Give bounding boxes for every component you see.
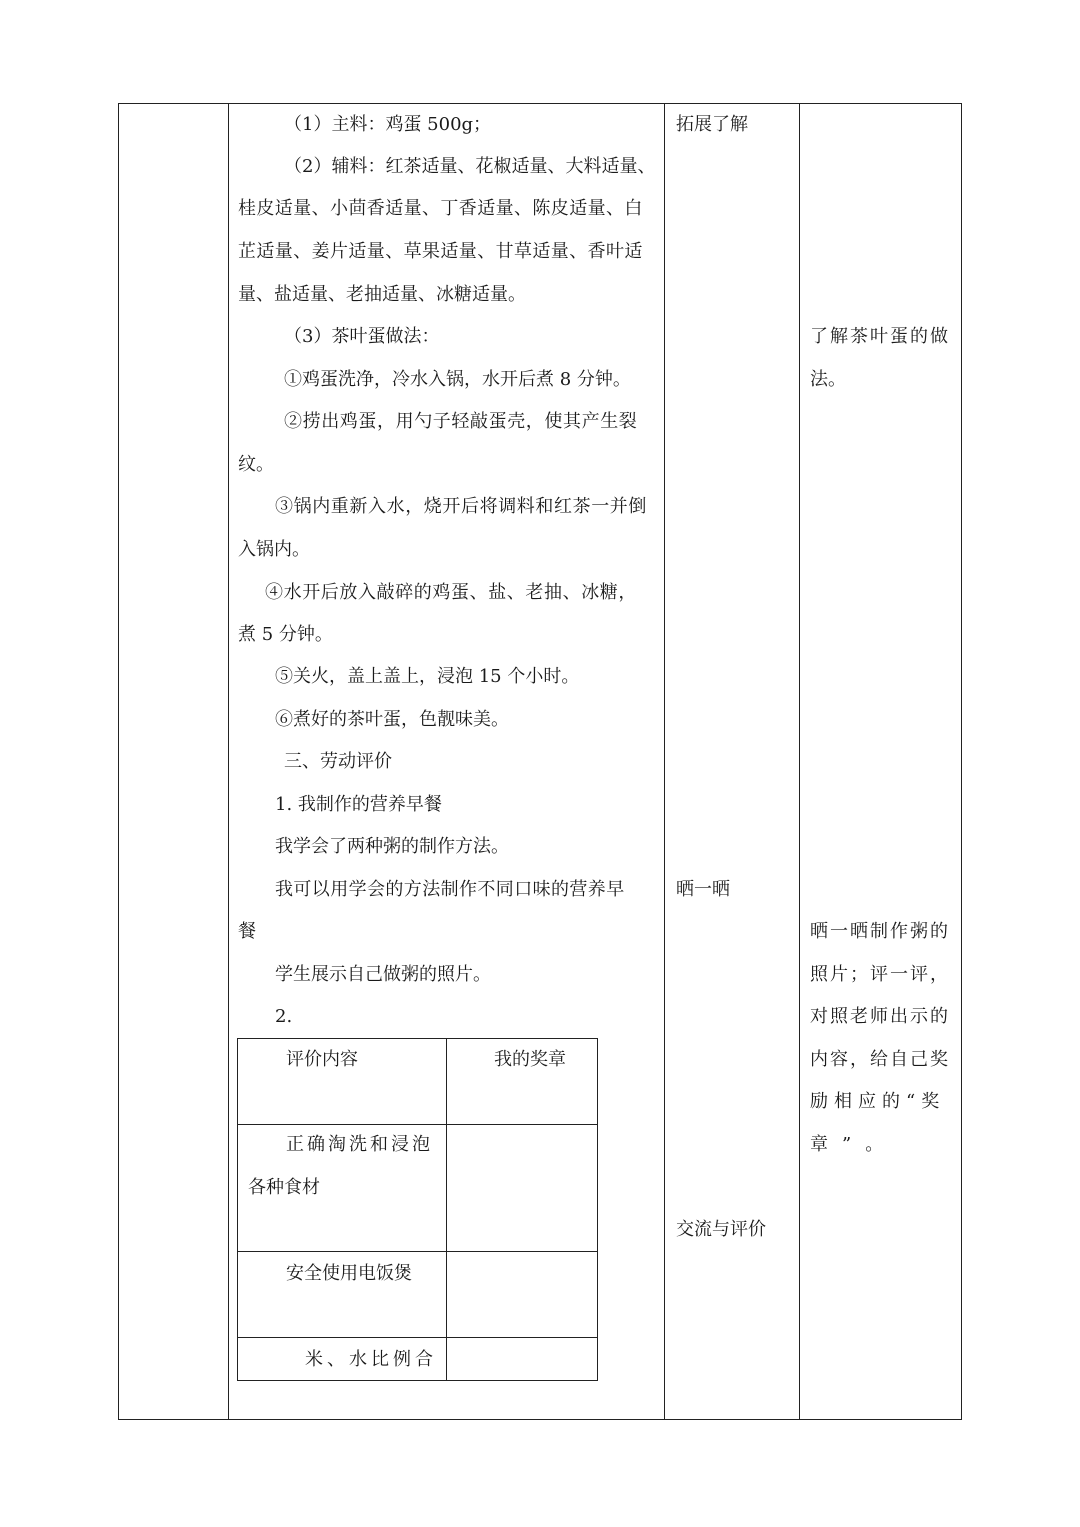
evaluation-table-row-line: [237, 1251, 598, 1252]
purpose-text: 照片；评一评，: [810, 964, 950, 985]
method-heading: （3）茶叶蛋做法：: [284, 326, 440, 347]
eval-text: 学生展示自己做粥的照片。: [275, 964, 491, 985]
method-step-cont: 煮 5 分钟。: [238, 624, 333, 645]
activity-label: 交流与评价: [676, 1219, 766, 1240]
evaluation-table: [237, 1038, 598, 1381]
eval-header-medal: 我的奖章: [494, 1049, 566, 1070]
purpose-text: 了解茶叶蛋的做: [810, 326, 950, 347]
purpose-text: 章”。: [810, 1134, 898, 1155]
evaluation-table-divider: [446, 1038, 447, 1381]
purpose-text: 内容，给自己奖: [810, 1049, 950, 1070]
evaluation-table-row-line: [237, 1337, 598, 1338]
evaluation-table-row-line: [237, 1124, 598, 1125]
column-divider: [664, 103, 665, 1420]
eval-text-cont: 餐: [238, 921, 256, 942]
eval-row-content: 米、水比例合: [305, 1349, 437, 1370]
eval-item-title: 1. 我制作的营养早餐: [275, 794, 442, 815]
method-step-cont: 纹。: [238, 454, 274, 475]
method-step: ⑤关火，盖上盖上，浸泡 15 个小时。: [275, 666, 580, 687]
eval-header-content: 评价内容: [286, 1049, 358, 1070]
purpose-text: 法。: [810, 369, 846, 390]
section-heading: 三、劳动评价: [284, 751, 392, 772]
activity-label: 晒一晒: [676, 879, 730, 900]
eval-item-title: 2.: [275, 1006, 293, 1027]
ingredient-aux-line: （2）辅料：红茶适量、花椒适量、大料适量、: [284, 156, 656, 177]
ingredient-aux-line: 芷适量、姜片适量、草果适量、甘草适量、香叶适: [238, 241, 643, 262]
purpose-text: 对照老师出示的: [810, 1006, 950, 1027]
method-step-cont: 入锅内。: [238, 539, 310, 560]
ingredient-aux-line: 桂皮适量、小茴香适量、丁香适量、陈皮适量、白: [238, 198, 643, 219]
method-step: ④水开后放入敲碎的鸡蛋、盐、老抽、冰糖，: [265, 582, 637, 603]
purpose-text: 励相应的“奖: [810, 1091, 946, 1112]
eval-text: 我可以用学会的方法制作不同口味的营养早: [275, 879, 625, 900]
ingredient-main: （1）主料：鸡蛋 500g；: [284, 114, 492, 135]
eval-row-content-cont: 各种食材: [248, 1177, 320, 1198]
column-divider: [799, 103, 800, 1420]
eval-row-content: 安全使用电饭煲: [286, 1263, 412, 1284]
eval-row-content: 正确淘洗和浸泡: [286, 1134, 433, 1155]
method-step: ③锅内重新入水，烧开后将调料和红茶一并倒: [275, 496, 647, 517]
purpose-text: 晒一晒制作粥的: [810, 921, 950, 942]
method-step: ⑥煮好的茶叶蛋，色靓味美。: [275, 709, 509, 730]
activity-label: 拓展了解: [676, 114, 748, 135]
method-step: ②捞出鸡蛋，用勺子轻敲蛋壳，使其产生裂: [284, 411, 638, 432]
ingredient-aux-line: 量、盐适量、老抽适量、冰糖适量。: [238, 284, 526, 305]
column-divider: [228, 103, 229, 1420]
eval-text: 我学会了两种粥的制作方法。: [275, 836, 509, 857]
method-step: ①鸡蛋洗净，冷水入锅，水开后煮 8 分钟。: [284, 369, 631, 390]
